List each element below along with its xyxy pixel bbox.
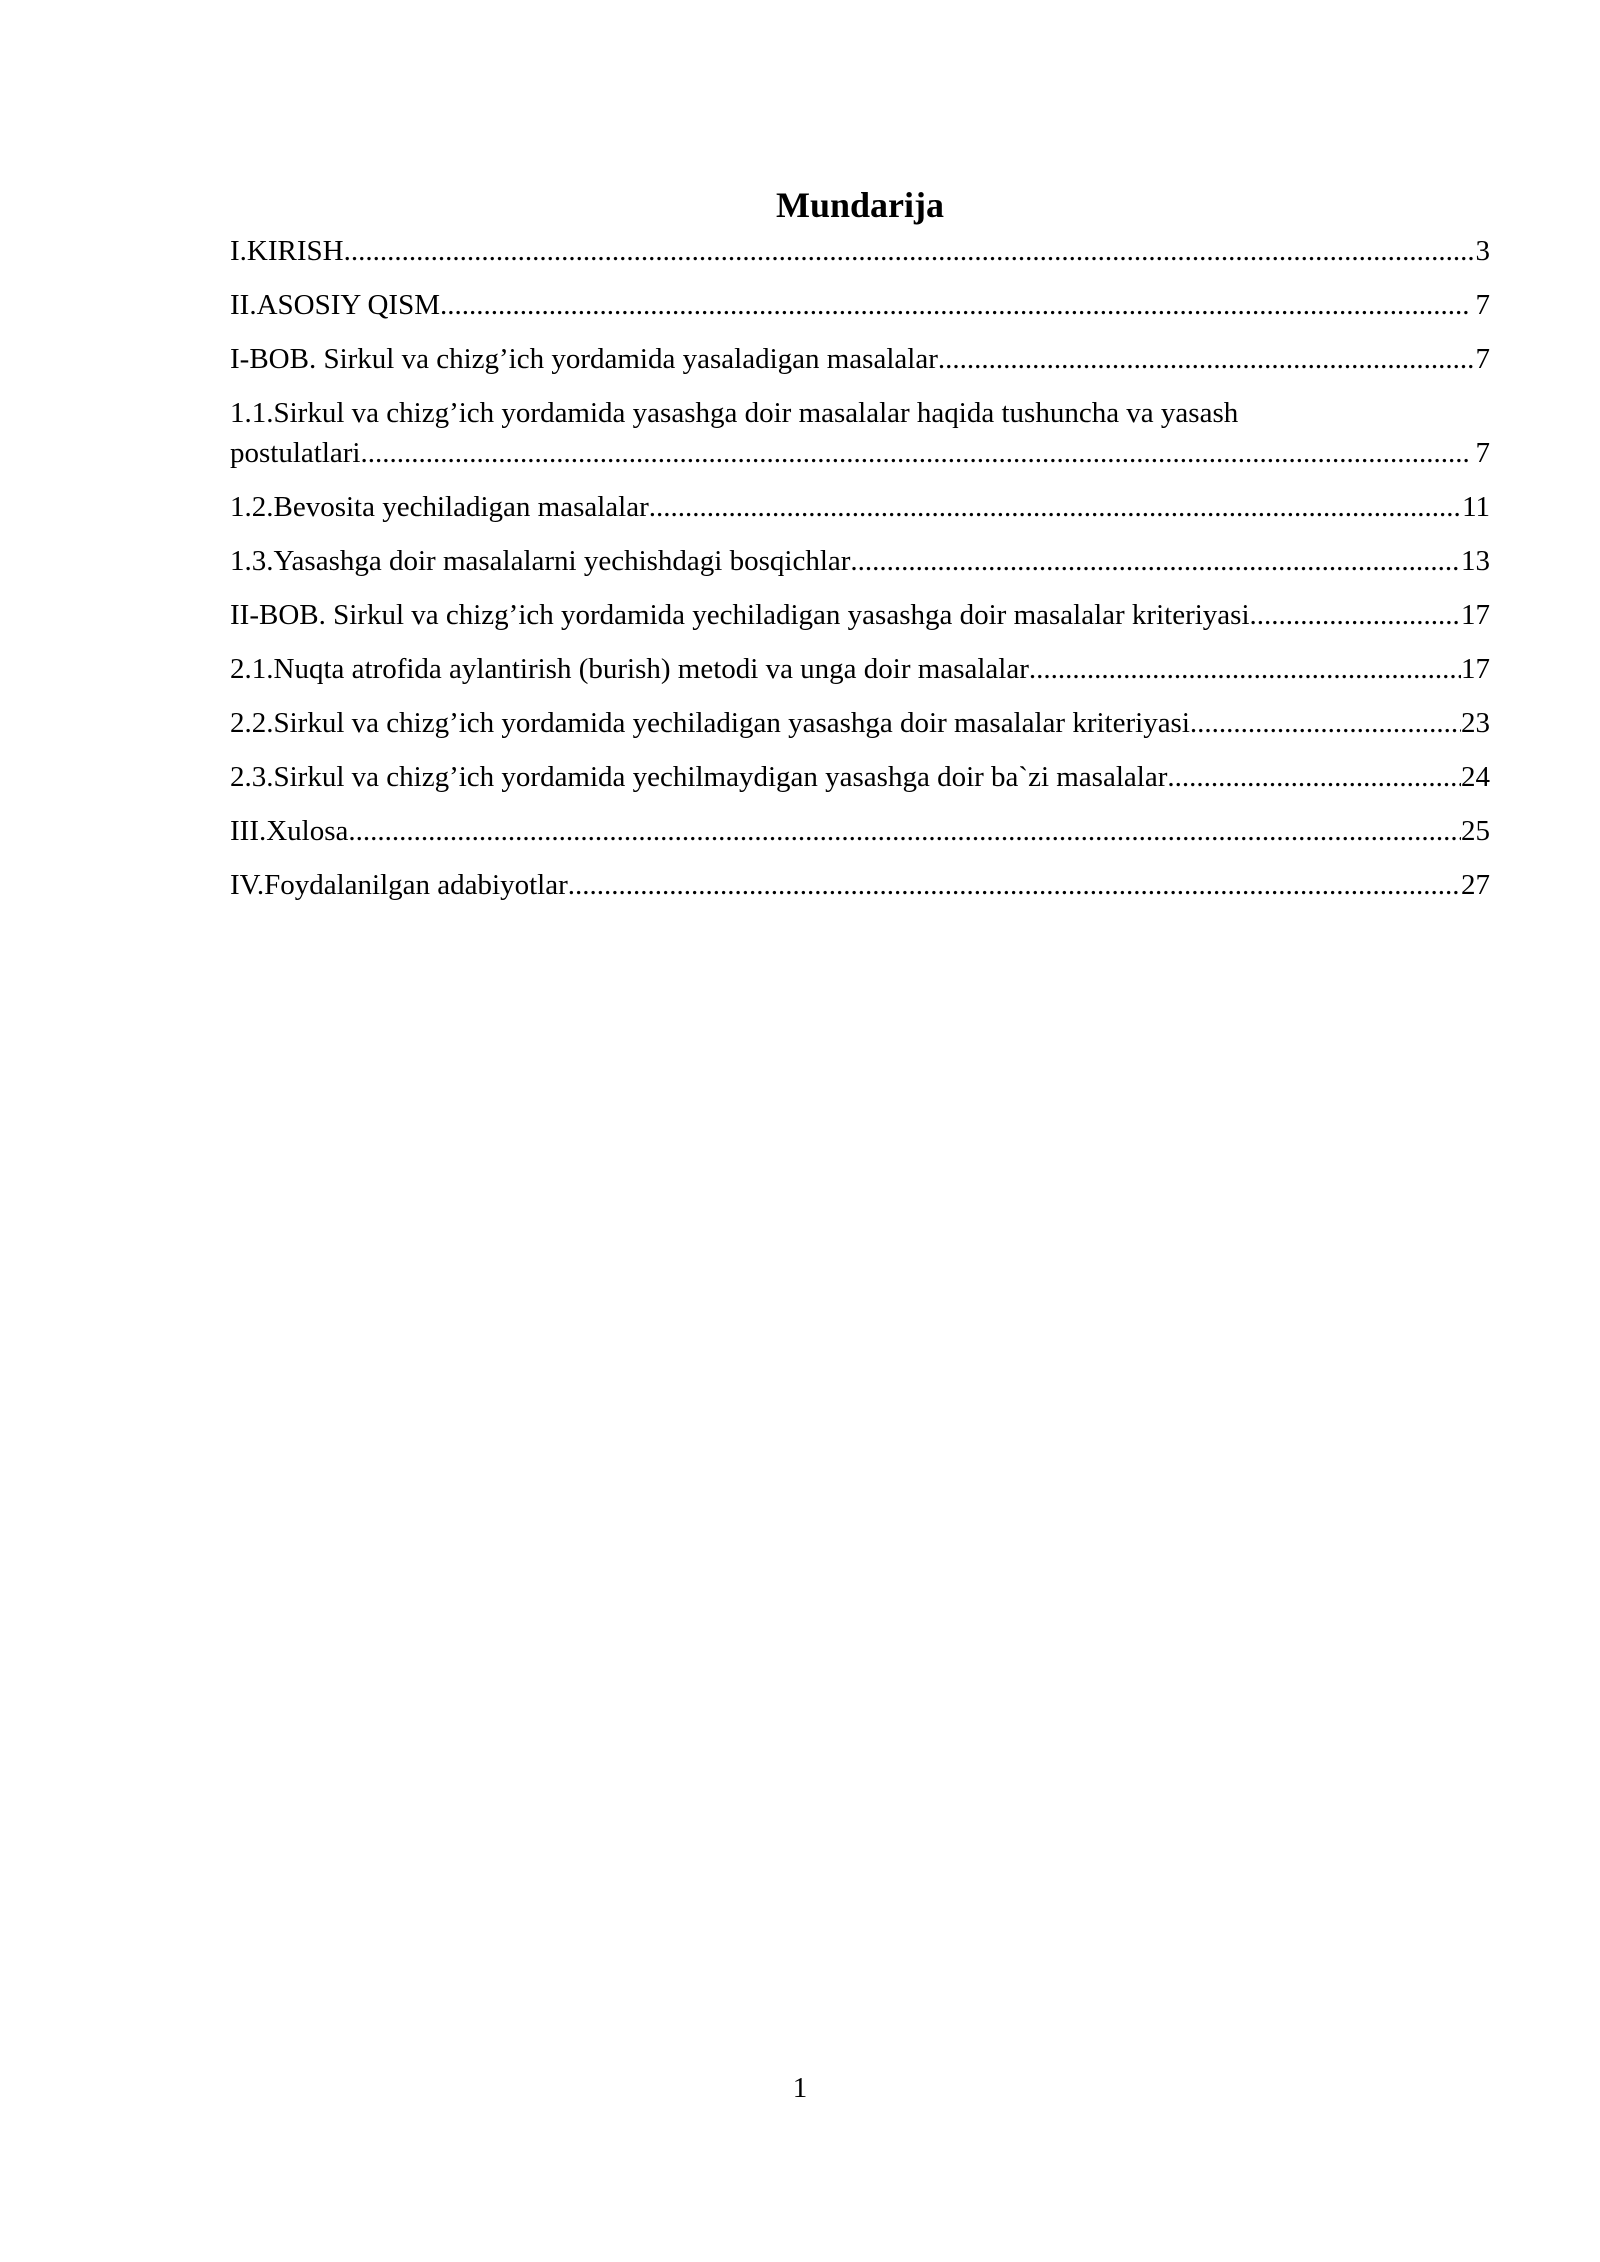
toc-entry-page: 27 — [1461, 869, 1490, 901]
toc-entry-text: 2.2.Sirkul va chizg’ich yordamida yechiladigan yasashga doir masalalar kriteriyasi — [230, 707, 1190, 739]
toc-dot-leader — [344, 231, 1476, 271]
toc-entry-2-2[interactable] — [230, 703, 1490, 743]
toc-dot-leader — [850, 541, 1461, 581]
toc-entry-text: II-BOB. Sirkul va chizg’ich yordamida yechiladigan yasashga doir masalalar kriteriyasi — [230, 599, 1250, 631]
toc-title: Mundarija — [775, 185, 944, 225]
toc-entry-ii-bob[interactable] — [230, 595, 1490, 635]
toc-entry-text: 2.1.Nuqta atrofida aylantirish (burish) metodi va unga doir masalalar — [230, 653, 1029, 685]
toc-dot-leader — [1190, 703, 1461, 743]
toc-entry-adabiyotlar[interactable] — [230, 865, 1490, 905]
toc-entry-page: 23 — [1461, 707, 1490, 739]
toc-dot-leader — [568, 865, 1461, 905]
toc-entry-page: 17 — [1461, 599, 1490, 631]
toc-entry-1-3[interactable] — [230, 541, 1490, 581]
toc-entry-text: 2.3.Sirkul va chizg’ich yordamida yechilmaydigan yasashga doir ba`zi masalalar — [230, 761, 1168, 793]
toc-entry-2-3[interactable] — [230, 757, 1490, 797]
toc-entry-page: 13 — [1461, 545, 1490, 577]
toc-entry-asosiy-qism[interactable] — [230, 285, 1490, 325]
toc-entry-xulosa[interactable] — [230, 811, 1490, 851]
toc-entry-page: 25 — [1461, 815, 1490, 847]
toc-entry-page: 7 — [1475, 343, 1490, 375]
page-number: 1 — [792, 2072, 808, 2104]
toc-entry-page: 7 — [1468, 437, 1490, 469]
toc-entry-2-1[interactable] — [230, 649, 1490, 689]
toc-entry-text: 1.3.Yasashga doir masalalarni yechishdagi bosqichlar — [230, 545, 851, 577]
toc-entry-page: 24 — [1461, 761, 1490, 793]
toc-dot-leader — [1250, 595, 1461, 635]
toc-dot-leader — [649, 487, 1462, 527]
toc-dot-leader — [938, 339, 1476, 379]
toc-entry-kirish[interactable] — [230, 231, 1490, 271]
toc-entry-text: 1.2.Bevosita yechiladigan masalalar — [230, 491, 649, 523]
toc-entry-text: II.ASOSIY QISM — [230, 289, 440, 321]
toc-entry-1-1[interactable] — [230, 393, 1490, 473]
table-of-contents — [230, 183, 1490, 919]
toc-entry-text: IV.Foydalanilgan adabiyotlar — [230, 869, 568, 901]
toc-entry-text: III.Xulosa — [230, 815, 349, 847]
toc-dot-leader — [440, 285, 1468, 325]
toc-entry-page: 3 — [1475, 235, 1490, 267]
toc-entry-page: 17 — [1461, 653, 1490, 685]
toc-entry-text-line1: 1.1.Sirkul va chizg’ich yordamida yasashga doir masalalar haqida tushuncha va yasash — [230, 397, 1239, 429]
toc-dot-leader — [348, 811, 1461, 851]
toc-entry-page: 7 — [1468, 289, 1490, 321]
toc-entry-text: I-BOB. Sirkul va chizg’ich yordamida yasaladigan masalalar — [230, 343, 938, 375]
toc-entry-i-bob[interactable] — [230, 339, 1490, 379]
toc-list — [230, 231, 1490, 905]
toc-entry-text: postulatlari — [230, 437, 361, 469]
toc-dot-leader — [360, 433, 1468, 473]
toc-dot-leader — [1029, 649, 1461, 689]
toc-dot-leader — [1167, 757, 1461, 797]
toc-entry-1-2[interactable] — [230, 487, 1490, 527]
toc-entry-text: I.KIRISH — [230, 235, 344, 267]
toc-entry-page: 11 — [1462, 491, 1490, 523]
